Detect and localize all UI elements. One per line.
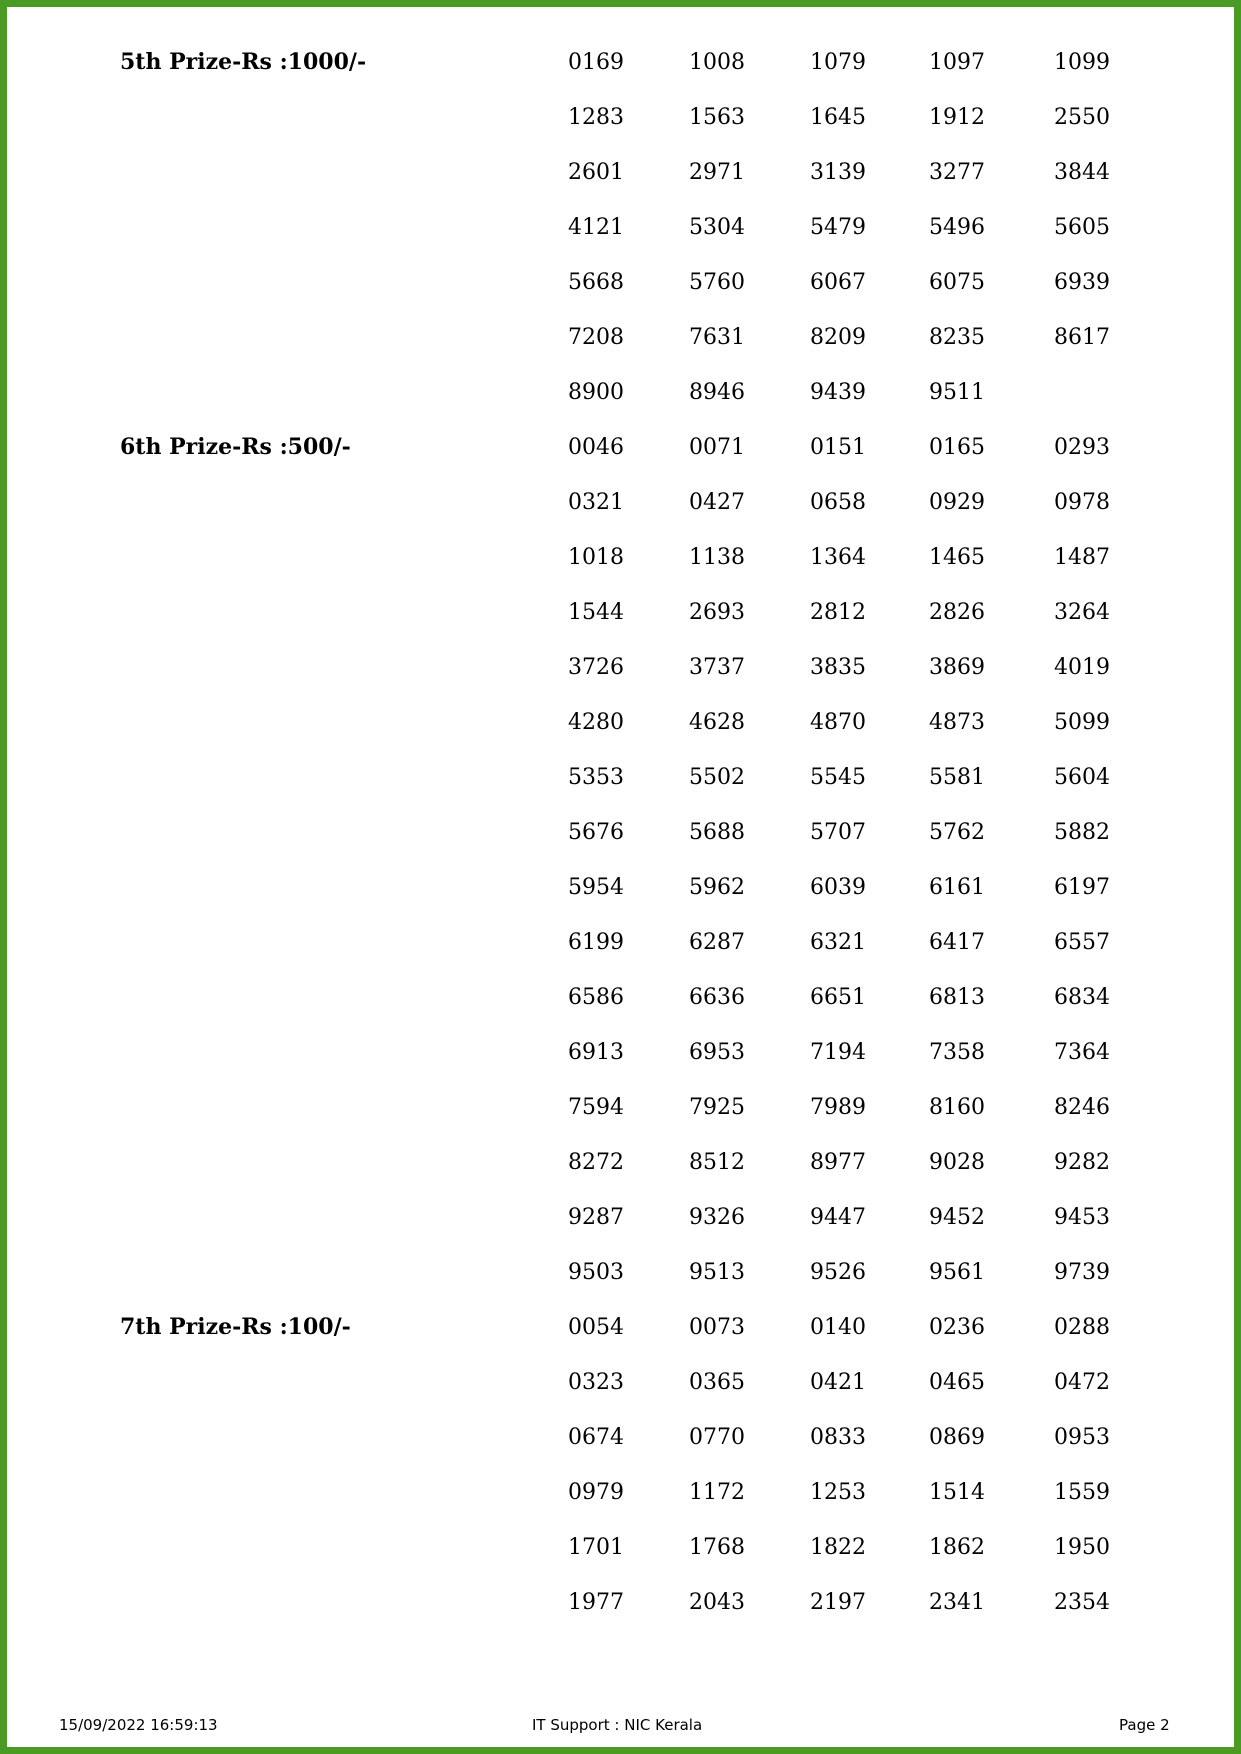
winning-number: 9503 bbox=[568, 1260, 624, 1285]
winning-number: 4019 bbox=[1054, 655, 1110, 680]
winning-number: 4870 bbox=[810, 710, 866, 735]
winning-number: 5688 bbox=[689, 820, 745, 845]
winning-number: 6197 bbox=[1054, 875, 1110, 900]
winning-number: 0674 bbox=[568, 1425, 624, 1450]
winning-number: 4628 bbox=[689, 710, 745, 735]
winning-number: 6813 bbox=[929, 985, 985, 1010]
winning-number: 4873 bbox=[929, 710, 985, 735]
footer-page-number: Page 2 bbox=[1119, 1716, 1170, 1734]
number-row bbox=[0, 970, 1241, 1025]
winning-number: 5496 bbox=[929, 215, 985, 240]
winning-number: 0978 bbox=[1054, 490, 1110, 515]
winning-number: 5604 bbox=[1054, 765, 1110, 790]
winning-number: 0054 bbox=[568, 1315, 624, 1340]
number-row bbox=[0, 1575, 1241, 1630]
winning-number: 0979 bbox=[568, 1480, 624, 1505]
winning-number: 3277 bbox=[929, 160, 985, 185]
winning-number: 0472 bbox=[1054, 1370, 1110, 1395]
winning-number: 1487 bbox=[1054, 545, 1110, 570]
winning-number: 8209 bbox=[810, 325, 866, 350]
winning-number: 1559 bbox=[1054, 1480, 1110, 1505]
winning-number: 5605 bbox=[1054, 215, 1110, 240]
winning-number: 0953 bbox=[1054, 1425, 1110, 1450]
winning-number: 1099 bbox=[1054, 50, 1110, 75]
winning-number: 6636 bbox=[689, 985, 745, 1010]
number-row bbox=[0, 530, 1241, 585]
winning-number: 0833 bbox=[810, 1425, 866, 1450]
winning-number: 8160 bbox=[929, 1095, 985, 1120]
winning-number: 1138 bbox=[689, 545, 745, 570]
winning-number: 1079 bbox=[810, 50, 866, 75]
winning-number: 6586 bbox=[568, 985, 624, 1010]
number-row bbox=[0, 310, 1241, 365]
number-row bbox=[0, 35, 1241, 90]
winning-number: 9287 bbox=[568, 1205, 624, 1230]
winning-number: 5676 bbox=[568, 820, 624, 845]
winning-number: 3869 bbox=[929, 655, 985, 680]
winning-number: 1465 bbox=[929, 545, 985, 570]
number-row bbox=[0, 1025, 1241, 1080]
winning-number: 9453 bbox=[1054, 1205, 1110, 1230]
winning-number: 5760 bbox=[689, 270, 745, 295]
number-row bbox=[0, 640, 1241, 695]
winning-number: 6651 bbox=[810, 985, 866, 1010]
winning-number: 7925 bbox=[689, 1095, 745, 1120]
winning-numbers-grid bbox=[0, 35, 1241, 420]
winning-number: 3264 bbox=[1054, 600, 1110, 625]
winning-number: 9513 bbox=[689, 1260, 745, 1285]
winning-number: 6953 bbox=[689, 1040, 745, 1065]
winning-number: 9326 bbox=[689, 1205, 745, 1230]
footer-timestamp: 15/09/2022 16:59:13 bbox=[59, 1716, 218, 1734]
winning-number: 6913 bbox=[568, 1040, 624, 1065]
winning-number: 0869 bbox=[929, 1425, 985, 1450]
winning-number: 5962 bbox=[689, 875, 745, 900]
winning-number: 8900 bbox=[568, 380, 624, 405]
winning-number: 0658 bbox=[810, 490, 866, 515]
winning-number: 9447 bbox=[810, 1205, 866, 1230]
winning-number: 8246 bbox=[1054, 1095, 1110, 1120]
winning-number: 4280 bbox=[568, 710, 624, 735]
winning-number: 5707 bbox=[810, 820, 866, 845]
winning-numbers-grid bbox=[0, 420, 1241, 1300]
winning-number: 8272 bbox=[568, 1150, 624, 1175]
winning-number: 0293 bbox=[1054, 435, 1110, 460]
winning-number: 0365 bbox=[689, 1370, 745, 1395]
winning-number: 3726 bbox=[568, 655, 624, 680]
number-row bbox=[0, 475, 1241, 530]
footer-support: IT Support : NIC Kerala bbox=[532, 1716, 703, 1734]
winning-number: 5353 bbox=[568, 765, 624, 790]
winning-numbers-grid bbox=[0, 1300, 1241, 1630]
winning-number: 1544 bbox=[568, 600, 624, 625]
winning-number: 1008 bbox=[689, 50, 745, 75]
number-row bbox=[0, 1520, 1241, 1575]
number-row bbox=[0, 585, 1241, 640]
winning-number: 2812 bbox=[810, 600, 866, 625]
number-row bbox=[0, 1300, 1241, 1355]
winning-number: 6321 bbox=[810, 930, 866, 955]
number-row bbox=[0, 915, 1241, 970]
winning-number: 3737 bbox=[689, 655, 745, 680]
number-row bbox=[0, 1465, 1241, 1520]
winning-number: 0427 bbox=[689, 490, 745, 515]
winning-number: 2693 bbox=[689, 600, 745, 625]
winning-number: 6939 bbox=[1054, 270, 1110, 295]
number-row bbox=[0, 750, 1241, 805]
winning-number: 9511 bbox=[929, 380, 985, 405]
winning-number: 8977 bbox=[810, 1150, 866, 1175]
winning-number: 2354 bbox=[1054, 1590, 1110, 1615]
winning-number: 2601 bbox=[568, 160, 624, 185]
winning-number: 1283 bbox=[568, 105, 624, 130]
winning-number: 7358 bbox=[929, 1040, 985, 1065]
winning-number: 9739 bbox=[1054, 1260, 1110, 1285]
winning-number: 7594 bbox=[568, 1095, 624, 1120]
winning-number: 6287 bbox=[689, 930, 745, 955]
winning-number: 2826 bbox=[929, 600, 985, 625]
winning-number: 5545 bbox=[810, 765, 866, 790]
winning-number: 0151 bbox=[810, 435, 866, 460]
winning-number: 2550 bbox=[1054, 105, 1110, 130]
number-row bbox=[0, 365, 1241, 420]
winning-number: 4121 bbox=[568, 215, 624, 240]
winning-number: 8617 bbox=[1054, 325, 1110, 350]
winning-number: 6075 bbox=[929, 270, 985, 295]
winning-number: 0770 bbox=[689, 1425, 745, 1450]
winning-number: 3139 bbox=[810, 160, 866, 185]
winning-number: 1563 bbox=[689, 105, 745, 130]
winning-number: 6039 bbox=[810, 875, 866, 900]
winning-number: 1364 bbox=[810, 545, 866, 570]
number-row bbox=[0, 1355, 1241, 1410]
winning-number: 2043 bbox=[689, 1590, 745, 1615]
winning-number: 0288 bbox=[1054, 1315, 1110, 1340]
winning-number: 3835 bbox=[810, 655, 866, 680]
number-row bbox=[0, 255, 1241, 310]
winning-number: 1018 bbox=[568, 545, 624, 570]
winning-number: 6557 bbox=[1054, 930, 1110, 955]
winning-number: 6199 bbox=[568, 930, 624, 955]
winning-number: 9526 bbox=[810, 1260, 866, 1285]
winning-number: 6834 bbox=[1054, 985, 1110, 1010]
winning-number: 6417 bbox=[929, 930, 985, 955]
number-row bbox=[0, 1190, 1241, 1245]
winning-number: 7989 bbox=[810, 1095, 866, 1120]
number-row bbox=[0, 200, 1241, 255]
winning-number: 7631 bbox=[689, 325, 745, 350]
winning-number: 9028 bbox=[929, 1150, 985, 1175]
winning-number: 5502 bbox=[689, 765, 745, 790]
winning-number: 0465 bbox=[929, 1370, 985, 1395]
prize-title: 6th Prize-Rs :500/- bbox=[120, 434, 351, 460]
winning-number: 5954 bbox=[568, 875, 624, 900]
winning-number: 0929 bbox=[929, 490, 985, 515]
winning-number: 1950 bbox=[1054, 1535, 1110, 1560]
winning-number: 1172 bbox=[689, 1480, 745, 1505]
winning-number: 0321 bbox=[568, 490, 624, 515]
winning-number: 6067 bbox=[810, 270, 866, 295]
winning-number: 0046 bbox=[568, 435, 624, 460]
winning-number: 1862 bbox=[929, 1535, 985, 1560]
winning-number: 7364 bbox=[1054, 1040, 1110, 1065]
prize-title: 7th Prize-Rs :100/- bbox=[120, 1314, 351, 1340]
winning-number: 3844 bbox=[1054, 160, 1110, 185]
number-row bbox=[0, 695, 1241, 750]
winning-number: 1822 bbox=[810, 1535, 866, 1560]
winning-number: 5479 bbox=[810, 215, 866, 240]
number-row bbox=[0, 1135, 1241, 1190]
winning-number: 9452 bbox=[929, 1205, 985, 1230]
number-row bbox=[0, 805, 1241, 860]
number-row bbox=[0, 1245, 1241, 1300]
winning-number: 5762 bbox=[929, 820, 985, 845]
number-row bbox=[0, 420, 1241, 475]
winning-number: 1097 bbox=[929, 50, 985, 75]
number-row bbox=[0, 145, 1241, 200]
number-row bbox=[0, 1410, 1241, 1465]
winning-number: 7194 bbox=[810, 1040, 866, 1065]
winning-number: 0071 bbox=[689, 435, 745, 460]
winning-number: 1645 bbox=[810, 105, 866, 130]
winning-number: 1977 bbox=[568, 1590, 624, 1615]
winning-number: 9561 bbox=[929, 1260, 985, 1285]
winning-number: 1912 bbox=[929, 105, 985, 130]
winning-number: 0421 bbox=[810, 1370, 866, 1395]
prize-title: 5th Prize-Rs :1000/- bbox=[120, 49, 367, 75]
winning-number: 6161 bbox=[929, 875, 985, 900]
winning-number: 0165 bbox=[929, 435, 985, 460]
winning-number: 0323 bbox=[568, 1370, 624, 1395]
winning-number: 0169 bbox=[568, 50, 624, 75]
winning-number: 1701 bbox=[568, 1535, 624, 1560]
winning-number: 0073 bbox=[689, 1315, 745, 1340]
winning-number: 7208 bbox=[568, 325, 624, 350]
winning-number: 1253 bbox=[810, 1480, 866, 1505]
number-row bbox=[0, 90, 1241, 145]
winning-number: 2341 bbox=[929, 1590, 985, 1615]
winning-number: 2197 bbox=[810, 1590, 866, 1615]
winning-number: 0140 bbox=[810, 1315, 866, 1340]
winning-number: 5099 bbox=[1054, 710, 1110, 735]
winning-number: 8946 bbox=[689, 380, 745, 405]
winning-number: 0236 bbox=[929, 1315, 985, 1340]
winning-number: 5304 bbox=[689, 215, 745, 240]
winning-number: 5882 bbox=[1054, 820, 1110, 845]
winning-number: 9282 bbox=[1054, 1150, 1110, 1175]
winning-number: 5668 bbox=[568, 270, 624, 295]
winning-number: 1514 bbox=[929, 1480, 985, 1505]
number-row bbox=[0, 860, 1241, 915]
winning-number: 2971 bbox=[689, 160, 745, 185]
number-row bbox=[0, 1080, 1241, 1135]
winning-number: 8235 bbox=[929, 325, 985, 350]
winning-number: 8512 bbox=[689, 1150, 745, 1175]
winning-number: 5581 bbox=[929, 765, 985, 790]
winning-number: 9439 bbox=[810, 380, 866, 405]
winning-number: 1768 bbox=[689, 1535, 745, 1560]
